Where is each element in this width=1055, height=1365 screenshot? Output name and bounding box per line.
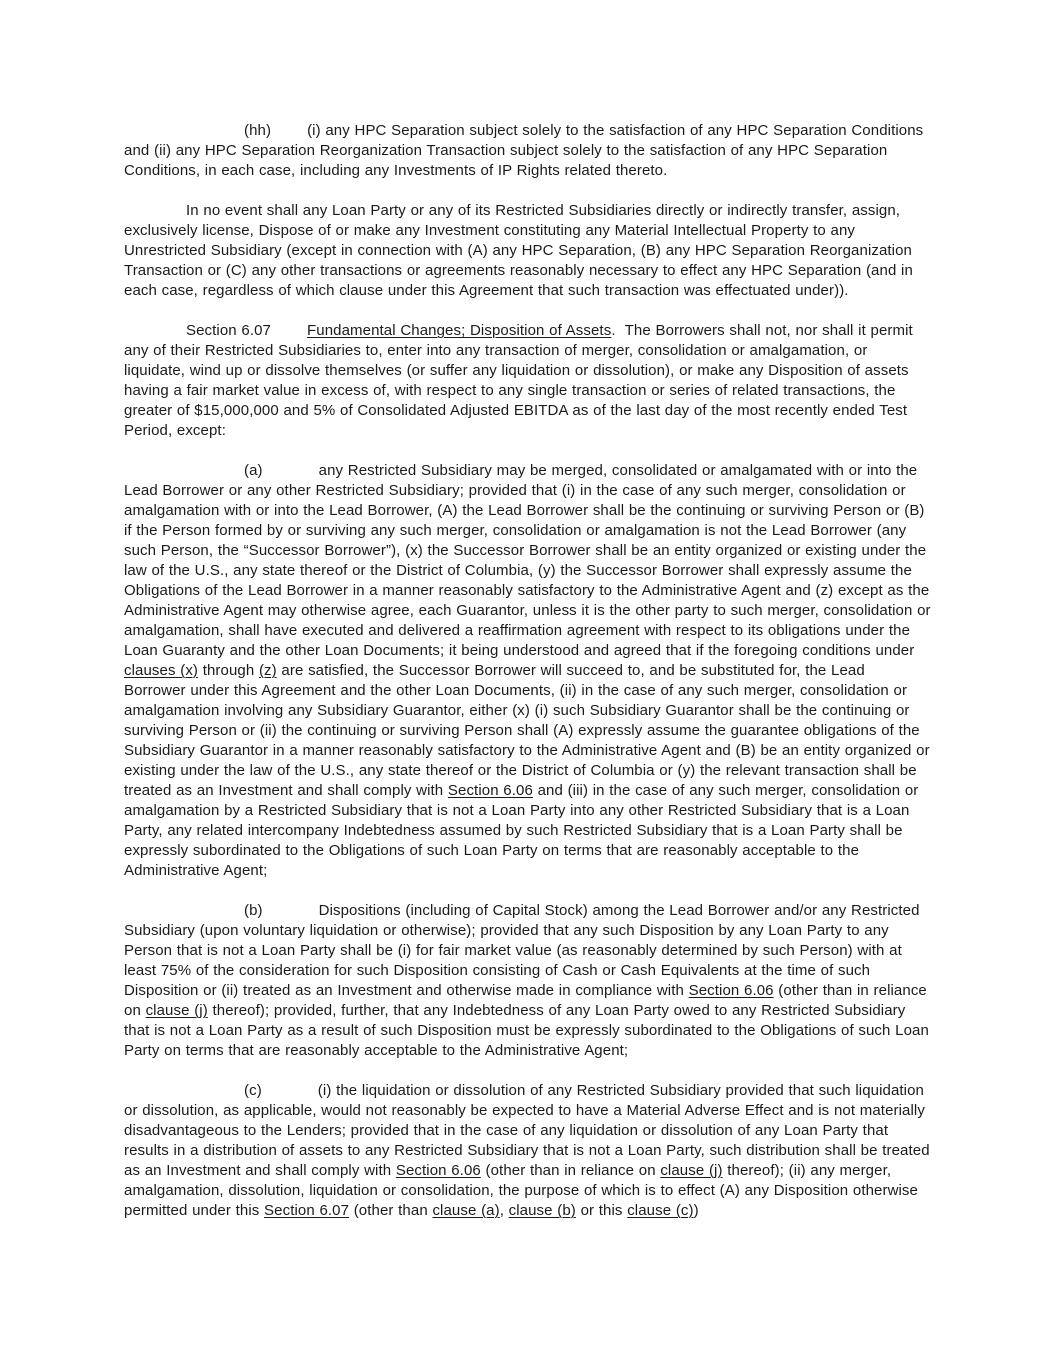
text-segment: thereof); (ii) any merger, amalgamation, dissolution, liquidation or consolidation, the purpose of which is to effect (A) any Disposition otherwise permitted under this xyxy=(124,1162,918,1219)
text-segment: Dispositions (including of Capital Stock) among the Lead Borrower and/or any Restricted Subsidiary (upon voluntary liquidation or otherwise); provided that any such Disposition by any Loan Party to any Person that is not a Loan Party shall be (i) for fair market value (as reasonably determined by such Person) with at least 75% of the consideration for such Disposition consisting of Cash or Cash Equivalents at the time of such Disposition or (ii) treated as an Investment and otherwise made in compliance with xyxy=(124,902,920,999)
text-segment: (other than in reliance on xyxy=(480,1162,661,1179)
text-segment: (a) xyxy=(244,462,263,479)
text-segment: (i) any HPC Separation subject solely to the satisfaction of any HPC Separation Conditions and (ii) any HPC Separation Reorganization Transaction subject solely to the satisfaction of any HPC Separation Conditions, in each case, including any Investments of IP Rights related thereto. xyxy=(124,122,924,179)
underlined-reference: clauses (x) xyxy=(124,662,199,679)
underlined-reference: Section 6.06 xyxy=(395,1162,481,1179)
text-segment: ) xyxy=(693,1202,699,1219)
text-segment: Section 6.07 xyxy=(186,322,271,339)
underlined-reference: clause (j) xyxy=(145,1002,208,1019)
text-segment: (other than xyxy=(349,1202,433,1219)
underlined-reference: (z) xyxy=(258,662,277,679)
paragraph-ip-transfer xyxy=(124,201,931,301)
text-segment: (i) the liquidation or dissolution of any Restricted Subsidiary provided that such liquidation or dissolution, as applicable, would not reasonably be expected to have a Material Adverse Effect and is not materially disadvantageous to the Lenders; provided that in the case of any liquidation or dissolution of any Loan Party that results in a distribution of assets to any Restricted Subsidiary that is not a Loan Party, such distribution shall be treated as an Investment and shall comply with xyxy=(124,1082,930,1179)
paragraph-clause-a xyxy=(124,461,931,881)
paragraph-hh xyxy=(124,121,931,181)
underlined-reference: Section 6.07 xyxy=(264,1202,350,1219)
text-segment: any Restricted Subsidiary may be merged, consolidated or amalgamated with or into the Lead Borrower or any other Restricted Subsidiary; provided that (i) in the case of any such merger, consolidation or amalgamation with or into the Lead Borrower, (A) the Lead Borrower shall be the continuing or surviving Person or (B) if the Person formed by or surviving any such merger, consolidation or amalgamation is not the Lead Borrower (any such Person, the “Successor Borrower”), (x) the Successor Borrower shall be an entity organized or existing under the law of the U.S., any state thereof or the District of Columbia, (y) the Successor Borrower shall expressly assume the Obligations of the Lead Borrower in a manner reasonably satisfactory to the Administrative Agent and (z) except as the Administrative Agent may otherwise agree, each Guarantor, unless it is the other party to such merger, consolidation or amalgamation, shall have executed and delivered a reaffirmation agreement with respect to its obligations under the Loan Guaranty and the other Loan Documents; it being understood and agreed that if the foregoing conditions under xyxy=(124,462,931,659)
text-segment: are satisfied, the Successor Borrower will succeed to, and be substituted for, the Lead Borrower under this Agreement and the other Loan Documents, (ii) in the case of any such merger, consolidation or amalgamation involving any Subsidiary Guarantor, either (x) (i) such Subsidiary Guarantor shall be the continuing or surviving Person or (ii) the continuing or surviving Person shall (A) expressly assume the guarantee obligations of the Subsidiary Guarantor in a manner reasonably satisfactory to the Administrative Agent and (B) be an entity organized or existing under the law of the U.S., any state thereof or the District of Columbia or (y) the relevant transaction shall be treated as an Investment and shall comply with xyxy=(124,662,930,799)
paragraph-clause-b xyxy=(124,901,931,1061)
underlined-reference: Section 6.06 xyxy=(688,982,774,999)
underlined-reference: clause (c) xyxy=(627,1202,694,1219)
underlined-reference: clause (a) xyxy=(432,1202,500,1219)
text-segment: (b) xyxy=(244,902,263,919)
text-segment: or this xyxy=(575,1202,628,1219)
text-segment: , xyxy=(499,1202,509,1219)
text-segment: (c) xyxy=(244,1082,262,1099)
text-segment: . The Borrowers shall not, nor shall it permit any of their Restricted Subsidiaries to, enter into any transaction of merger, consolidation or amalgamation, or liquidate, wind up or dissolve themselves (or suffer any liquidation or dissolution), or make any Disposition of assets having a fair market value in excess of, with respect to any single transaction or series of related transactions, the greater of $15,000,000 and 5% of Consolidated Adjusted EBITDA as of the last day of the most recently ended Test Period, except: xyxy=(124,322,913,439)
text-segment: In no event shall any Loan Party or any of its Restricted Subsidiaries directly or indirectly transfer, assign, exclusively license, Dispose of or make any Investment constituting any Material Intellectual Property to any Unrestricted Subsidiary (except in connection with (A) any HPC Separation, (B) any HPC Separation Reorganization Transaction or (C) any other transactions or agreements reasonably necessary to effect any HPC Separation (and in each case, regardless of which clause under this Agreement that such transaction was effectuated under)). xyxy=(124,202,913,299)
text-segment: (other than in reliance on xyxy=(124,982,927,1019)
underlined-reference: clause (b) xyxy=(508,1202,576,1219)
underlined-reference: Fundamental Changes; Disposition of Assets xyxy=(307,322,612,339)
underlined-reference: clause (j) xyxy=(660,1162,723,1179)
paragraph-section-607 xyxy=(124,321,931,441)
text-segment: through xyxy=(198,662,259,679)
text-segment: thereof); provided, further, that any Indebtedness of any Loan Party owed to any Restricted Subsidiary that is not a Loan Party as a result of such Disposition must be expressly subordinated to the Obligations of such Loan Party on terms that are reasonably acceptable to the Administrative Agent; xyxy=(124,1002,929,1059)
underlined-reference: Section 6.06 xyxy=(447,782,533,799)
text-segment: (hh) xyxy=(244,122,272,139)
text-segment: and (iii) in the case of any such merger, consolidation or amalgamation by a Restricted Subsidiary that is not a Loan Party into any other Restricted Subsidiary that is a Loan Party, any related intercompany Indebtedness assumed by such Restricted Subsidiary that is a Loan Party shall be expressly subordinated to the Obligations of such Loan Party on terms that are reasonably acceptable to the Administrative Agent; xyxy=(124,782,919,879)
paragraph-clause-c xyxy=(124,1081,931,1221)
